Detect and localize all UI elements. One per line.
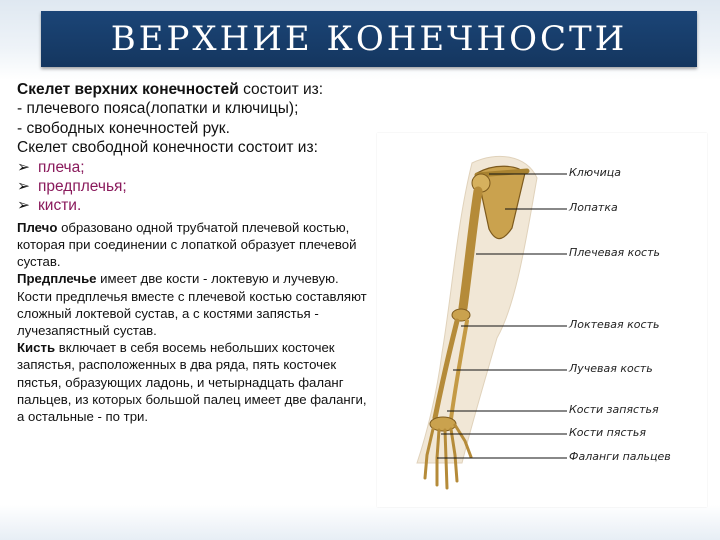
- shoulder-description: [17, 219, 377, 271]
- footer-background: [0, 505, 720, 540]
- arrow-bullet-icon: ➢: [17, 178, 30, 196]
- bullet-item: [17, 158, 377, 177]
- label-clavicle: Ключица: [569, 166, 621, 179]
- free-limb-intro: Скелет свободной конечности состоит из:: [17, 139, 318, 157]
- bullet-term: кисти.: [38, 197, 82, 215]
- bullet-item: [17, 177, 377, 196]
- part-line: - плечевого пояса(лопатки и ключицы);: [17, 100, 299, 118]
- shoulder-text: образовано одной трубчатой плечевой костью, которая при соединении с лопаткой образует плечевой сустав.: [17, 219, 357, 270]
- label-radius: Лучевая кость: [569, 362, 653, 375]
- intro-paragraph: [17, 80, 377, 99]
- arrow-bullet-icon: ➢: [17, 197, 30, 215]
- forearm-description: [17, 270, 377, 339]
- intro-rest: состоит из:: [238, 81, 324, 98]
- forearm-term: Предплечье: [17, 271, 97, 287]
- part-line: - свободных конечностей рук.: [17, 119, 230, 137]
- bullet-item: [17, 196, 377, 215]
- bullet-term: плеча;: [38, 158, 85, 176]
- shoulder-term: Плечо: [17, 219, 58, 235]
- hand-term: Кисть: [17, 340, 56, 356]
- forearm-text: имеет две кости - локтевую и лучевую. Кости предплечья вместе с плечевой костью составляют сложный локтевой сустав, а с костями запястья - лучезапястный сустав.: [17, 271, 367, 339]
- arm-skeleton-figure: [377, 133, 707, 507]
- text-content: [17, 80, 377, 425]
- label-phalanges: Фаланги пальцев: [569, 450, 671, 463]
- intro-term: Скелет верхних конечностей: [17, 81, 239, 98]
- hand-description: [17, 339, 377, 425]
- title-banner: [41, 11, 697, 67]
- hand-text: включает в себя восемь небольших косточек запястья, расположенных в два ряда, пять косточек пястья, образующих ладонь, и четырнадцать фаланг пальцев, из которых большой палец имеет две фаланги, а остальные - по три.: [17, 340, 367, 425]
- arrow-bullet-icon: ➢: [17, 158, 30, 176]
- label-ulna: Локтевая кость: [569, 318, 660, 331]
- label-metacarpals: Кости пястья: [569, 426, 647, 439]
- label-humerus: Плечевая кость: [569, 246, 660, 259]
- label-carpals: Кости запястья: [569, 403, 659, 416]
- bullet-term: предплечья;: [38, 178, 127, 196]
- slide-title: ВЕРХНИЕ КОНЕЧНОСТИ: [110, 19, 628, 59]
- label-scapula: Лопатка: [569, 201, 618, 214]
